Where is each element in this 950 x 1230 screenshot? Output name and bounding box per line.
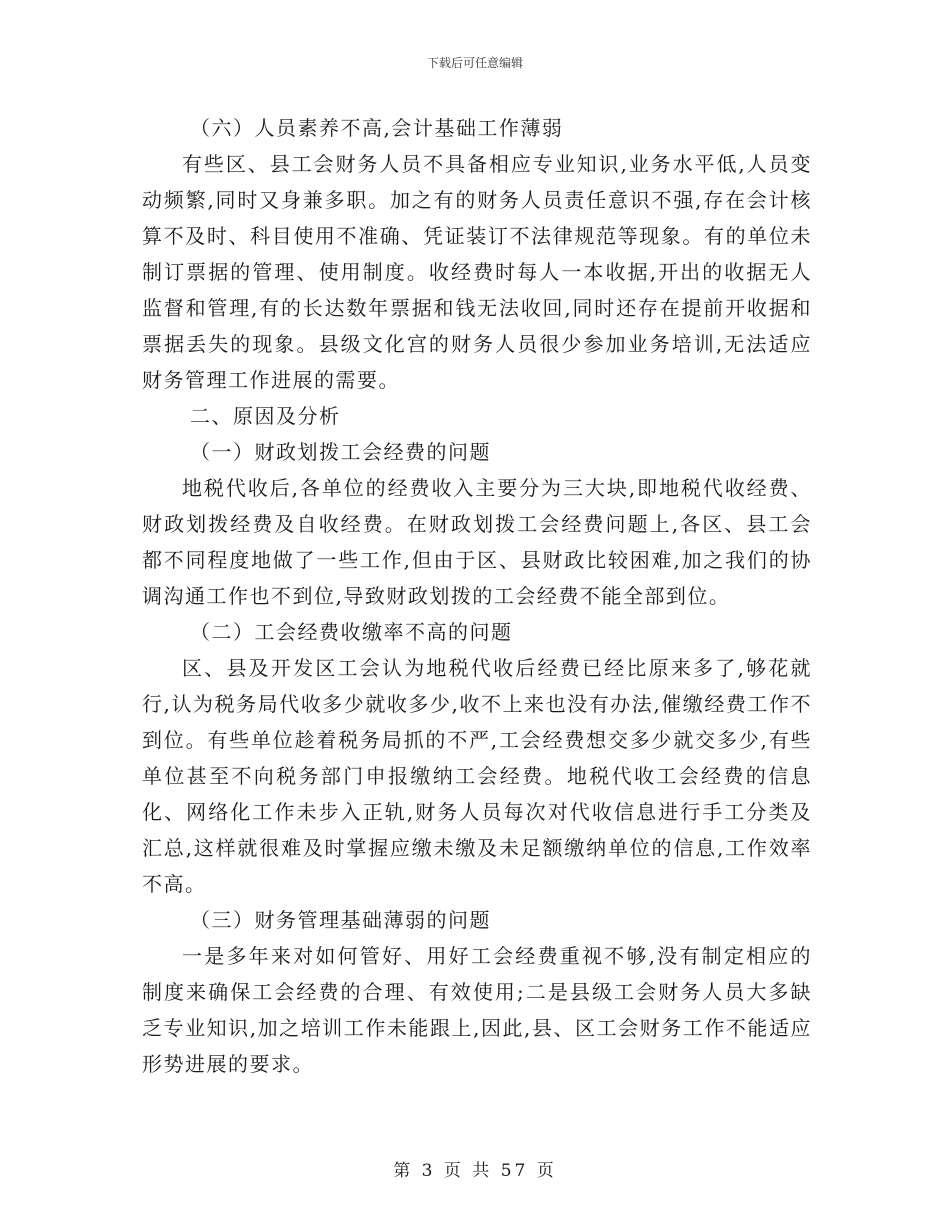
paragraph: 区、县及开发区工会认为地税代收后经费已经比原来多了,够花就行,认为税务局代收多少就收多少,收不上来也没有办法,催缴经费工作不到位。有些单位趁着税务局抓的不严,工会经费想交多少就交多少,有些单位甚至不向税务部门申报缴纳工会经费。地税代收工会经费的信息化、网络化工作未步入正轨,财务人员每次对代收信息进行手工分类及汇总,这样就很难及时掌握应缴未缴及未足额缴纳单位的信息,工作效率不高。 <box>142 656 812 896</box>
section-heading: （二）工会经费收缴率不高的问题 <box>190 620 513 644</box>
paragraph: 一是多年来对如何管好、用好工会经费重视不够,没有制定相应的制度来确保工会经费的合理、有效使用;二是县级工会财务人员大多缺乏专业知识,加之培训工作未能跟上,因此,县、区工会财务工作不能适应形势进展的要求。 <box>142 944 812 1076</box>
paragraph: 有些区、县工会财务人员不具备相应专业知识,业务水平低,人员变动频繁,同时又身兼多职。加之有的财务人员责任意识不强,存在会计核算不及时、科目使用不准确、凭证装订不法律规范等现象。有的单位未制订票据的管理、使用制度。收经费时每人一本收据,开出的收据无人监督和管理,有的长达数年票据和钱无法收回,同时还存在提前开收据和票据丢失的现象。县级文化宫的财务人员很少参加业务培训,无法适应财务管理工作进展的需要。 <box>142 152 812 392</box>
document-body <box>142 110 812 1082</box>
section-heading: （三）财务管理基础薄弱的问题 <box>190 908 491 932</box>
chapter-heading: 二、原因及分析 <box>190 404 341 428</box>
page-number: 第 3 页 共 57 页 <box>393 1161 557 1181</box>
page-header: 下载后可任意编辑 <box>426 56 523 70</box>
section-heading: （一）财政划拨工会经费的问题 <box>190 440 491 464</box>
section-heading: （六）人员素养不高,会计基础工作薄弱 <box>190 116 564 140</box>
paragraph: 地税代收后,各单位的经费收入主要分为三大块,即地税代收经费、财政划拨经费及自收经费。在财政划拨工会经费问题上,各区、县工会都不同程度地做了一些工作,但由于区、县财政比较困难,加之我们的协调沟通工作也不到位,导致财政划拨的工会经费不能全部到位。 <box>142 476 812 608</box>
